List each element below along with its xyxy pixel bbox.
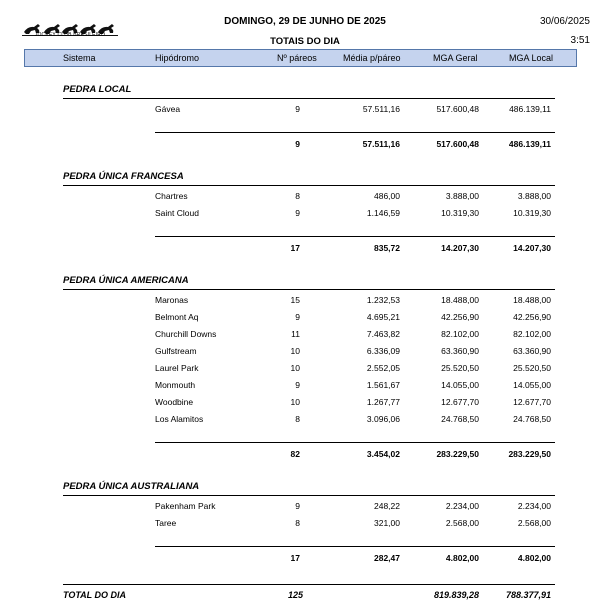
media-cell: 321,00 — [374, 518, 400, 528]
n-pareos-cell: 9 — [295, 104, 300, 114]
subtotal-divider — [155, 132, 555, 133]
media-cell: 7.463,82 — [366, 329, 400, 339]
media-cell: 1.232,53 — [366, 295, 400, 305]
final-divider — [63, 584, 555, 585]
total-do-dia-geral: 819.839,28 — [433, 590, 479, 600]
hipodromo-cell: Churchill Downs — [155, 329, 217, 339]
mga-geral-cell: 12.677,70 — [441, 397, 479, 407]
hipodromo-cell: Taree — [155, 518, 177, 528]
n-pareos-cell: 8 — [295, 518, 300, 528]
hipodromo-cell: Chartres — [155, 191, 188, 201]
hipodromo-cell: Saint Cloud — [155, 208, 199, 218]
subtotal-geral: 517.600,48 — [436, 139, 479, 149]
subtotal-local: 486.139,11 — [508, 139, 551, 149]
media-cell: 6.336,09 — [366, 346, 400, 356]
media-cell: 1.561,67 — [366, 380, 400, 390]
hipodromo-cell: Monmouth — [155, 380, 196, 390]
subtotal-local: 14.207,30 — [513, 243, 551, 253]
hipodromo-cell: Los Alamitos — [155, 414, 204, 424]
mga-local-cell: 12.677,70 — [513, 397, 551, 407]
mga-local-cell: 63.360,90 — [513, 346, 551, 356]
column-header-bar — [24, 49, 577, 67]
hipodromo-cell: Maronas — [155, 295, 189, 305]
total-do-dia-n: 125 — [287, 590, 303, 600]
mga-local-cell: 3.888,00 — [517, 191, 551, 201]
subtotal-n: 17 — [290, 243, 300, 253]
mga-geral-cell: 14.055,00 — [441, 380, 479, 390]
media-cell: 486,00 — [374, 191, 400, 201]
table-row — [0, 329, 604, 343]
total-do-dia-label: TOTAL DO DIA — [63, 590, 126, 600]
table-row — [0, 363, 604, 377]
subtotal-divider — [155, 546, 555, 547]
n-pareos-cell: 9 — [295, 501, 300, 511]
subtotal-media: 3.454,02 — [366, 449, 400, 459]
section-title: PEDRA ÚNICA AUSTRALIANA — [63, 481, 200, 492]
n-pareos-cell: 9 — [295, 312, 300, 322]
media-cell: 4.695,21 — [366, 312, 400, 322]
subtotal-geral: 14.207,30 — [441, 243, 479, 253]
print-date: 30/06/2025 — [539, 16, 590, 27]
table-row — [0, 380, 604, 394]
table-row — [0, 501, 604, 515]
media-cell: 248,22 — [374, 501, 400, 511]
total-do-dia-row — [0, 590, 604, 604]
subtotal-local: 283.229,50 — [508, 449, 551, 459]
media-cell: 57.511,16 — [362, 104, 400, 114]
mga-local-cell: 14.055,00 — [513, 380, 551, 390]
media-cell: 3.096,06 — [366, 414, 400, 424]
mga-local-cell: 18.488,00 — [513, 295, 551, 305]
col-mga-geral: MGA Geral — [433, 53, 478, 63]
n-pareos-cell: 10 — [290, 397, 300, 407]
n-pareos-cell: 9 — [295, 208, 300, 218]
mga-local-cell: 486.139,11 — [509, 104, 551, 114]
mga-geral-cell: 18.488,00 — [441, 295, 479, 305]
n-pareos-cell: 11 — [291, 329, 300, 339]
report-title: TOTAIS DO DIA — [270, 36, 340, 47]
table-row — [0, 295, 604, 309]
subtotal-row — [0, 243, 604, 257]
mga-geral-cell: 82.102,00 — [441, 329, 479, 339]
col-n-pareos: Nº páreos — [277, 53, 317, 63]
hipodromo-cell: Belmont Aq — [155, 312, 199, 322]
table-row — [0, 414, 604, 428]
mga-local-cell: 82.102,00 — [513, 329, 551, 339]
mga-geral-cell: 63.360,90 — [441, 346, 479, 356]
mga-geral-cell: 25.520,50 — [441, 363, 479, 373]
n-pareos-cell: 10 — [290, 363, 300, 373]
subtotal-n: 17 — [290, 553, 300, 563]
mga-local-cell: 24.768,50 — [513, 414, 551, 424]
print-time: 3:51 — [570, 35, 590, 46]
subtotal-row — [0, 449, 604, 463]
n-pareos-cell: 15 — [290, 295, 300, 305]
n-pareos-cell: 10 — [290, 346, 300, 356]
logo-caption: JOCKEY CLUB BRASILEIRO — [34, 32, 106, 38]
table-row — [0, 312, 604, 326]
mga-geral-cell: 10.319,30 — [441, 208, 479, 218]
total-do-dia-local: 788.377,91 — [505, 590, 551, 600]
table-row — [0, 518, 604, 532]
table-row — [0, 208, 604, 222]
table-row — [0, 191, 604, 205]
subtotal-geral: 283.229,50 — [436, 449, 479, 459]
subtotal-n: 9 — [295, 139, 300, 149]
section-divider — [63, 185, 555, 186]
media-cell: 2.552,05 — [366, 363, 400, 373]
hipodromo-cell: Woodbine — [155, 397, 194, 407]
mga-geral-cell: 2.234,00 — [445, 501, 479, 511]
section-title: PEDRA LOCAL — [63, 84, 132, 95]
hipodromo-cell: Gávea — [155, 104, 181, 114]
section-divider — [63, 495, 555, 496]
subtotal-local: 4.802,00 — [517, 553, 551, 563]
col-media: Média p/páreo — [343, 53, 401, 63]
mga-local-cell: 25.520,50 — [513, 363, 551, 373]
section-divider — [63, 98, 555, 99]
col-hipodromo: Hipódromo — [155, 53, 200, 63]
mga-geral-cell: 42.256,90 — [441, 312, 479, 322]
subtotal-row — [0, 553, 604, 567]
mga-local-cell: 2.568,00 — [517, 518, 551, 528]
mga-local-cell: 10.319,30 — [513, 208, 551, 218]
subtotal-media: 835,72 — [374, 243, 400, 253]
hipodromo-cell: Laurel Park — [155, 363, 199, 373]
section-divider — [63, 289, 555, 290]
col-mga-local: MGA Local — [509, 53, 554, 63]
section-title: PEDRA ÚNICA AMERICANA — [63, 275, 189, 286]
col-sistema: Sistema — [63, 53, 96, 63]
mga-geral-cell: 3.888,00 — [445, 191, 479, 201]
mga-geral-cell: 24.768,50 — [441, 414, 479, 424]
subtotal-media: 282,47 — [374, 553, 400, 563]
mga-local-cell: 42.256,90 — [513, 312, 551, 322]
table-row — [0, 104, 604, 118]
media-cell: 1.267,77 — [366, 397, 400, 407]
n-pareos-cell: 9 — [295, 380, 300, 390]
table-row — [0, 346, 604, 360]
mga-local-cell: 2.234,00 — [517, 501, 551, 511]
n-pareos-cell: 8 — [295, 191, 300, 201]
n-pareos-cell: 8 — [295, 414, 300, 424]
hipodromo-cell: Gulfstream — [155, 346, 197, 356]
mga-geral-cell: 517.600,48 — [436, 104, 479, 114]
subtotal-media: 57.511,16 — [362, 139, 400, 149]
subtotal-geral: 4.802,00 — [445, 553, 479, 563]
subtotal-divider — [155, 236, 555, 237]
media-cell: 1.146,59 — [366, 208, 400, 218]
table-row — [0, 397, 604, 411]
section-title: PEDRA ÚNICA FRANCESA — [63, 171, 184, 182]
subtotal-n: 82 — [290, 449, 300, 459]
report-date: DOMINGO, 29 DE JUNHO DE 2025 — [224, 16, 386, 27]
subtotal-divider — [155, 442, 555, 443]
subtotal-row — [0, 139, 604, 153]
mga-geral-cell: 2.568,00 — [445, 518, 479, 528]
hipodromo-cell: Pakenham Park — [155, 501, 216, 511]
